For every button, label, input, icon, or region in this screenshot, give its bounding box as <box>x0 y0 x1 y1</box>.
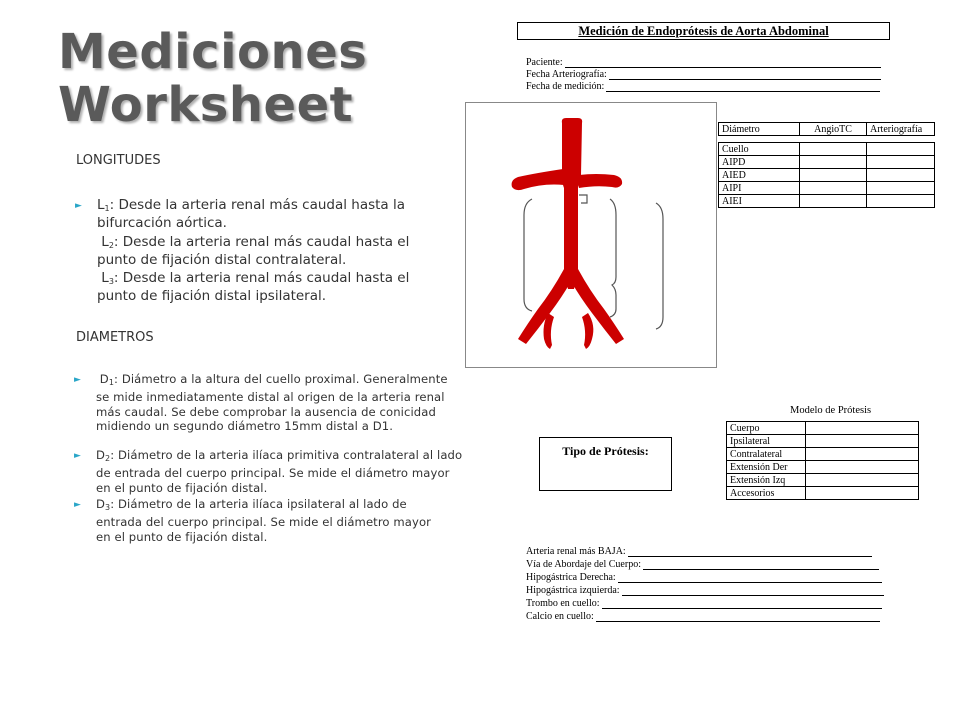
table-cell[interactable] <box>867 143 935 156</box>
table-row-label: Ipsilateral <box>727 435 806 448</box>
table-cell[interactable] <box>867 169 935 182</box>
field-fecha-arteriografia: Fecha Arteriografía: <box>526 69 881 80</box>
table-cell[interactable] <box>806 422 919 435</box>
field-hipogastrica-derecha: Hipogástrica Derecha: <box>526 572 882 583</box>
field-via-abordaje: Vía de Abordaje del Cuerpo: <box>526 559 879 570</box>
longitudes-heading: LONGITUDES <box>76 153 161 168</box>
tipo-protesis-box[interactable] <box>539 437 672 491</box>
table-cell[interactable] <box>800 156 867 169</box>
diametro-item-1: ► $D_1$: Diámetro a la altura del cuello proximal. Generalmente se mide inmediatamente distal al origen de la arteria renal más caudal. Se debe comprobar la ausencia de conicidad midiendo un segundo diámetro 15mm distal a D1. <box>74 372 448 433</box>
field-arteria-renal: Arteria renal más BAJA: <box>526 546 872 557</box>
table-row-label: AIED <box>719 169 800 182</box>
blank-line[interactable] <box>609 70 881 80</box>
table-cell[interactable] <box>867 195 935 208</box>
longitud-item-2: $L_2$: Desde la arteria renal más caudal hasta el punto de fijación distal contralateral. <box>97 234 410 268</box>
aorta-vessel-icon <box>466 103 716 367</box>
blank-line[interactable] <box>622 586 884 596</box>
table-row-label: Extensión Izq <box>727 474 806 487</box>
table-cell[interactable] <box>867 182 935 195</box>
aorta-diagram <box>465 102 717 368</box>
form-title: Medición de Endoprótesis de Aorta Abdominal <box>517 22 890 40</box>
table-cell[interactable] <box>806 448 919 461</box>
diametro-item-3: ► $D_3$: Diámetro de la arteria ilíaca ipsilateral al lado de entrada del cuerpo principal. Se mide el diámetro mayor en el punto de fijación distal. <box>74 497 432 544</box>
blank-line[interactable] <box>596 612 880 622</box>
table-header: Arteriografía <box>867 123 935 136</box>
table-cell[interactable] <box>800 195 867 208</box>
field-trombo-cuello: Trombo en cuello: <box>526 598 882 609</box>
field-paciente: Paciente: <box>526 57 881 68</box>
table-row-label: Cuerpo <box>727 422 806 435</box>
table-row-label: Extensión Der <box>727 461 806 474</box>
blank-line[interactable] <box>628 547 872 557</box>
longitud-item-1: ► $L_1$: Desde la arteria renal más caudal hasta la bifurcación aórtica. <box>75 197 406 231</box>
bullet-arrow-icon: ► <box>74 500 82 510</box>
blank-line[interactable] <box>565 58 881 68</box>
modelo-table <box>726 421 919 500</box>
blank-line[interactable] <box>606 82 880 92</box>
table-row-label: AIPD <box>719 156 800 169</box>
blank-line[interactable] <box>618 573 882 583</box>
table-row-label: Contralateral <box>727 448 806 461</box>
table-header: Diámetro <box>719 123 800 136</box>
modelo-title: Modelo de Prótesis <box>790 405 872 416</box>
diametro-item-2: ► $D_2$: Diámetro de la arteria ilíaca primitiva contralateral al lado de entrada del cuerpo principal. Se mide el diámetro mayor en el punto de fijación distal. <box>74 448 463 495</box>
table-row-label: Accesorios <box>727 487 806 500</box>
table-cell[interactable] <box>806 435 919 448</box>
page-title: Mediciones Worksheet <box>58 24 368 133</box>
table-cell[interactable] <box>867 156 935 169</box>
table-cell[interactable] <box>806 487 919 500</box>
table-row-label: AIEI <box>719 195 800 208</box>
tipo-protesis-label: Tipo de Prótesis: <box>562 444 649 458</box>
table-cell[interactable] <box>800 182 867 195</box>
table-header: AngioTC <box>800 123 867 136</box>
field-fecha-medicion: Fecha de medición: <box>526 81 880 92</box>
table-cell[interactable] <box>806 474 919 487</box>
table-cell[interactable] <box>800 169 867 182</box>
diametros-table <box>718 122 935 208</box>
bullet-arrow-icon: ► <box>75 201 82 211</box>
bullet-arrow-icon: ► <box>74 375 82 385</box>
table-cell[interactable] <box>806 461 919 474</box>
table-cell[interactable] <box>800 143 867 156</box>
field-hipogastrica-izquierda: Hipogástrica izquierda: <box>526 585 884 596</box>
table-row-label: AIPI <box>719 182 800 195</box>
table-row-label: Cuello <box>719 143 800 156</box>
diametros-heading: DIAMETROS <box>76 330 154 345</box>
longitud-item-3: $L_3$: Desde la arteria renal más caudal hasta el punto de fijación distal ipsilateral. <box>97 270 410 304</box>
blank-line[interactable] <box>602 599 882 609</box>
blank-line[interactable] <box>643 560 879 570</box>
bullet-arrow-icon: ► <box>74 451 82 461</box>
field-calcio-cuello: Calcio en cuello: <box>526 611 880 622</box>
